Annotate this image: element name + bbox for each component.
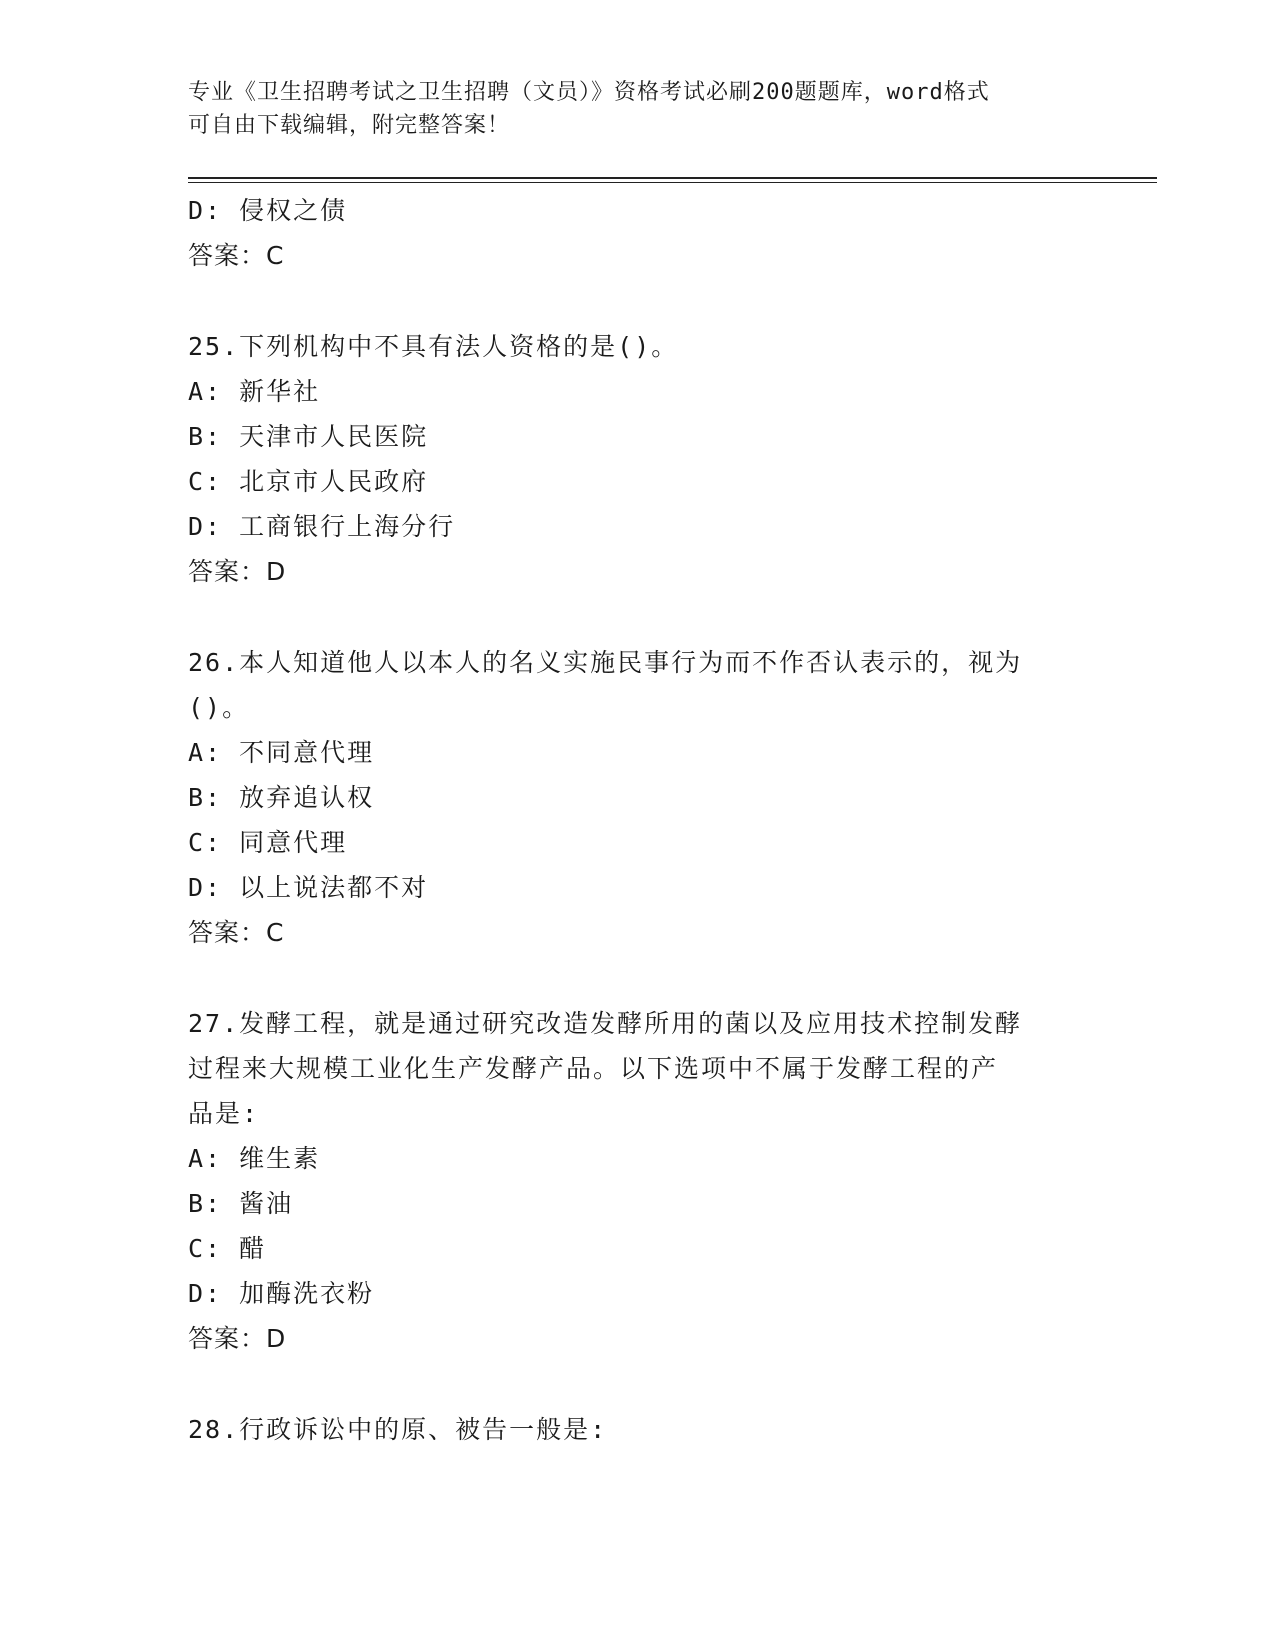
- option-b: B: 放弃追认权: [188, 783, 375, 812]
- option-d: D: 加酶洗衣粉: [188, 1279, 375, 1308]
- question-stem-line-1: 27.发酵工程，就是通过研究改造发酵所用的菌以及应用技术控制发酵: [188, 1009, 1023, 1038]
- header-divider-thick: [188, 177, 1157, 179]
- option-c: C: 北京市人民政府: [188, 467, 429, 496]
- question-stem: 28.行政诉讼中的原、被告一般是:: [188, 1415, 608, 1444]
- question-list: [188, 188, 1088, 1452]
- option-a: A: 新华社: [188, 377, 321, 406]
- option-a: A: 维生素: [188, 1144, 321, 1173]
- option-b: B: 天津市人民医院: [188, 422, 429, 451]
- header-divider-thin: [188, 182, 1157, 183]
- option-d: D: 以上说法都不对: [188, 873, 429, 902]
- prev-answer: 答案：C: [188, 241, 285, 270]
- header-line-2: 可自由下载编辑，附完整答案！: [188, 113, 511, 138]
- spacer: [188, 595, 1088, 640]
- option-a: A: 不同意代理: [188, 738, 375, 767]
- question-stem-line-3: 品是:: [188, 1099, 260, 1128]
- option-c: C: 同意代理: [188, 828, 348, 857]
- question-stem-line-1: 26.本人知道他人以本人的名义实施民事行为而不作否认表示的，视为: [188, 648, 1023, 677]
- spacer: [188, 956, 1088, 1001]
- answer: 答案：D: [188, 557, 287, 586]
- question-stem-line-2: 过程来大规模工业化生产发酵产品。以下选项中不属于发酵工程的产: [188, 1054, 999, 1083]
- question-25: [188, 324, 1088, 595]
- answer: 答案：C: [188, 918, 285, 947]
- question-28: [188, 1407, 1088, 1452]
- spacer: [188, 1362, 1088, 1407]
- prev-option-d: D: 侵权之债: [188, 196, 348, 225]
- question-26: [188, 640, 1088, 956]
- document-header: [188, 76, 1088, 142]
- option-c: C: 醋: [188, 1234, 267, 1263]
- answer: 答案：D: [188, 1324, 287, 1353]
- question-stem-line-2: ()。: [188, 693, 250, 722]
- question-27: [188, 1001, 1088, 1362]
- option-d: D: 工商银行上海分行: [188, 512, 456, 541]
- spacer: [188, 279, 1088, 324]
- option-b: B: 酱油: [188, 1189, 294, 1218]
- header-line-1: 专业《卫生招聘考试之卫生招聘（文员）》资格考试必刷200题题库，word格式: [188, 80, 990, 105]
- question-stem: 25.下列机构中不具有法人资格的是()。: [188, 332, 679, 361]
